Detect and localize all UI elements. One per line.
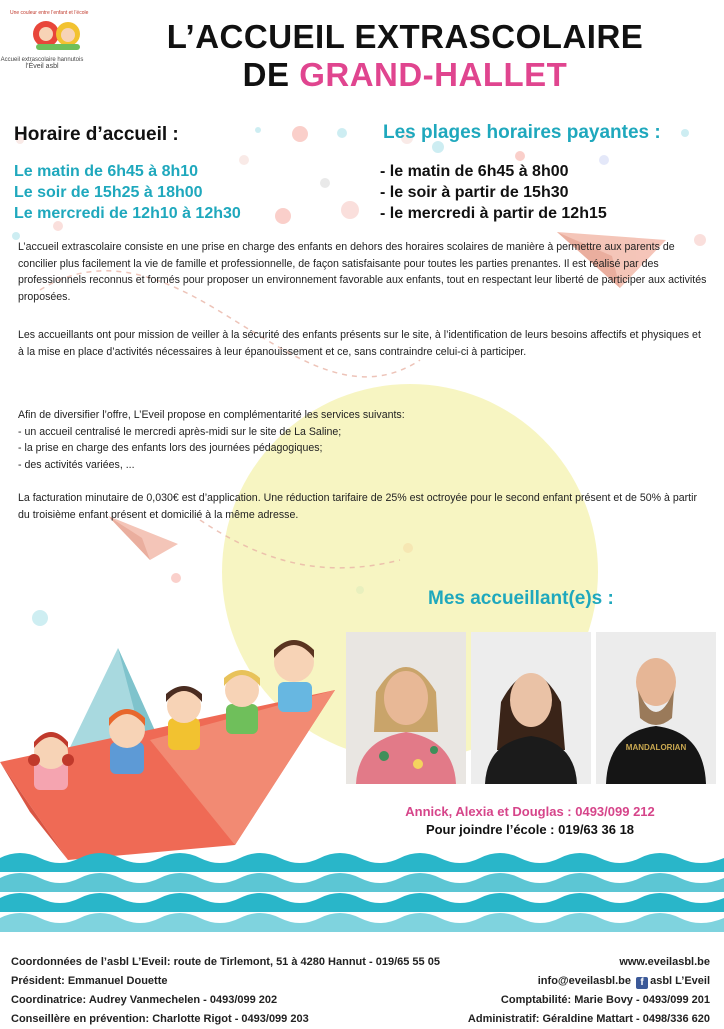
- intro-paragraph: L’accueil extrascolaire consiste en une prise en charge des enfants en dehors des horaires scolaires de manière à permettre aux parents de concilier plus facilement la vie de famille et professionnelle, de façon satisfaisante pour toutes les parties prenantes. Il est réalisé par des professionnels reconnus et formés pour proposer un environnement favorable aux enfants, tout en respectant leur liberté de participer aux activités proposées.: [18, 241, 707, 303]
- logo-tagline: Une couleur entre l’enfant et l’école: [10, 10, 89, 16]
- mission-paragraph: Les accueillants ont pour mission de veiller à la sécurité des enfants présents sur le site, à l’identification de leurs besoins affectifs et physiques et à la mise en place d’activités nécessaires à leur épanouissement et ce, sans contraindre celui-ci à participer.: [18, 329, 701, 358]
- paid-slots-heading: Les plages horaires payantes :: [383, 122, 661, 143]
- child-1: [28, 732, 74, 790]
- staff-contact: Annick, Alexia et Douglas : 0493/099 212: [405, 804, 655, 819]
- footer-address: Coordonnées de l’asbl L’Eveil: route de Tirlemont, 51 à 4280 Hannut - 019/65 55 05: [11, 956, 440, 968]
- services-item: - un accueil centralisé le mercredi après-midi sur le site de La Saline;: [18, 425, 342, 438]
- footer-coordinator: Coordinatrice: Audrey Vanmechelen - 0493/099 202: [11, 994, 278, 1006]
- services-item: - la prise en charge des enfants lors des journées pédagogiques;: [18, 442, 323, 454]
- staff-photo-annick: [346, 632, 466, 784]
- logo-children-icon: [28, 16, 88, 52]
- footer-email[interactable]: info@eveilasbl.be: [537, 975, 632, 987]
- footer-president: Président: Emmanuel Douette: [11, 975, 168, 987]
- title-de: DE: [242, 56, 290, 93]
- child-3: [166, 686, 202, 750]
- paid-slot-item: - le mercredi à partir de 12h15: [380, 205, 607, 222]
- facebook-icon: f: [636, 977, 648, 989]
- logo-caption: Accueil extrascolaire hannutois: [0, 57, 84, 63]
- footer-email-facebook: [468, 972, 710, 991]
- opening-hours-item: Le mercredi de 12h10 à 12h30: [14, 205, 241, 222]
- staff-photo-alexia: [471, 632, 591, 784]
- services-paragraph: [18, 407, 708, 473]
- services-intro: Afin de diversifier l’offre, L’Eveil propose en complémentarité les services suivants:: [18, 409, 405, 421]
- services-item: - des activités variées, ...: [18, 458, 135, 471]
- footer-right: [468, 953, 710, 1029]
- pricing-paragraph: La facturation minutaire de 0,030€ est d’application. Une réduction tarifaire de 25% est octroyée pour le second enfant présent et de 50% à partir du troisième enfant présent et domicilié à la même adresse.: [18, 492, 698, 521]
- paid-slot-item: - le soir à partir de 15h30: [380, 184, 569, 201]
- footer-left: [11, 953, 440, 1029]
- opening-hours-heading: Horaire d’accueil :: [14, 124, 179, 145]
- child-5: [274, 640, 314, 712]
- school-contact: Pour joindre l’école : 019/63 36 18: [425, 822, 635, 837]
- opening-hours-item: Le soir de 15h25 à 18h00: [14, 184, 203, 201]
- page-title-line2: [90, 56, 720, 94]
- footer-prevention-advisor: Conseillère en prévention: Charlotte Rigot - 0493/099 203: [11, 1013, 309, 1025]
- footer-website[interactable]: www.eveilasbl.be: [619, 956, 710, 968]
- opening-hours-item: Le matin de 6h45 à 8h10: [14, 163, 199, 180]
- page-title-line1: L’ACCUEIL EXTRASCOLAIRE: [166, 18, 644, 55]
- footer-accounting: Comptabilité: Marie Bovy - 0493/099 201: [500, 994, 710, 1006]
- child-2: [109, 709, 145, 774]
- wave-band: [0, 853, 724, 932]
- opening-hours-list: [14, 161, 241, 224]
- boat-illustration: [0, 640, 335, 860]
- logo-org: l’Éveil asbl: [25, 63, 59, 70]
- paid-slots-list: [380, 161, 607, 224]
- child-4: [224, 670, 260, 734]
- footer-facebook[interactable]: asbl L’Eveil: [650, 975, 710, 987]
- paid-slot-item: - le matin de 6h45 à 8h00: [380, 163, 569, 180]
- staff-photo-douglas: [596, 632, 716, 784]
- staff-heading: Mes accueillant(e)s :: [428, 588, 614, 609]
- footer-administrative: Administratif: Géraldine Mattart - 0498/336 620: [467, 1013, 710, 1025]
- title-place: GRAND-HALLET: [299, 56, 568, 93]
- tshirt-print: MANDALORIAN: [625, 743, 687, 752]
